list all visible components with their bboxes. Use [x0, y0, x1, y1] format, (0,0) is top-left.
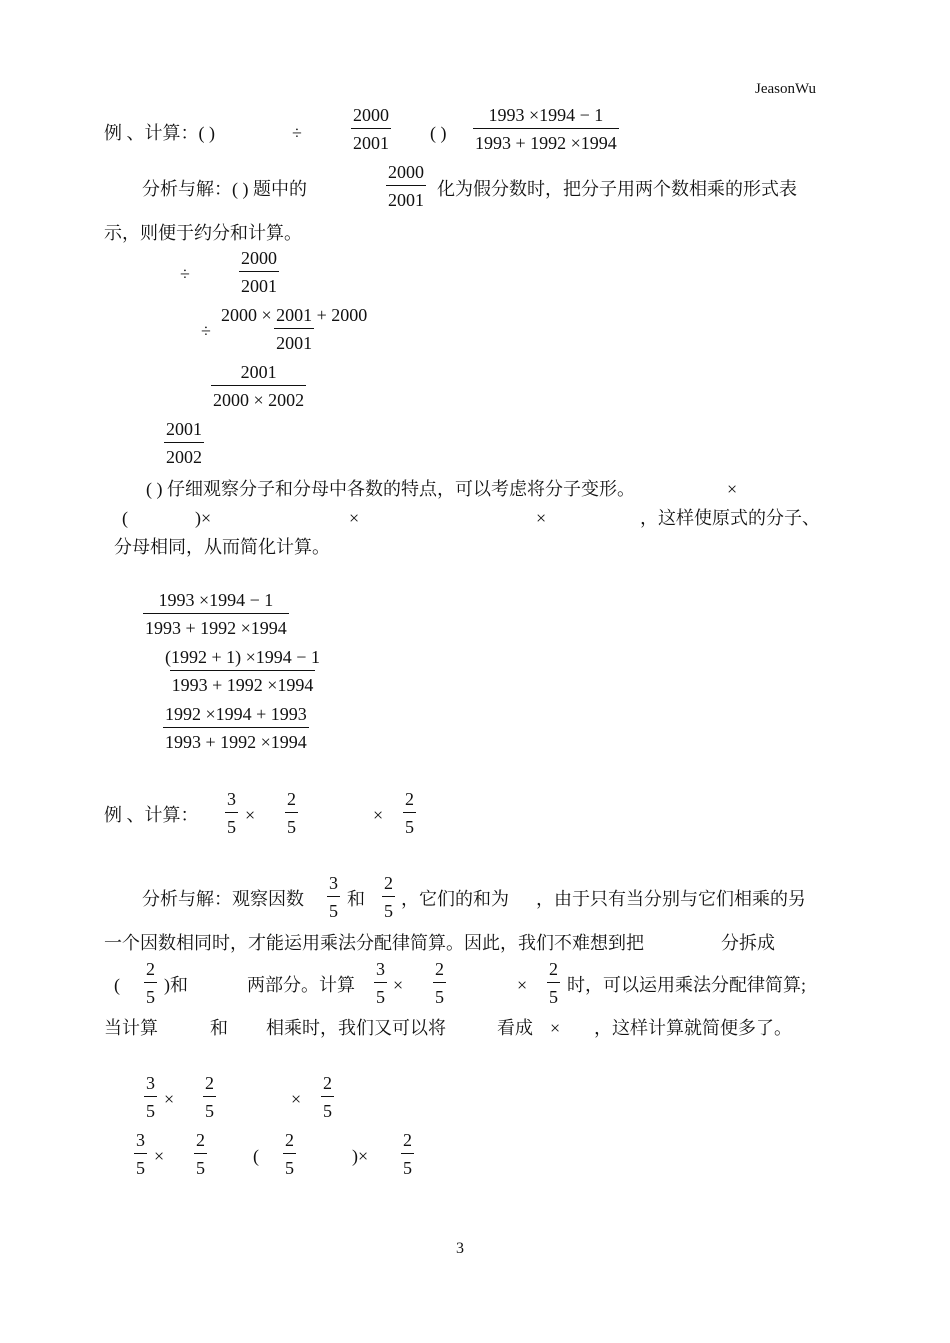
calc-fraction-2 [163, 648, 322, 694]
ex2-line4-f: ，这样计算就简便多了。 [594, 1018, 792, 1038]
fraction-denominator: 5 [327, 896, 340, 920]
fraction-2-5 [203, 1074, 216, 1120]
fraction-numerator: 2000 [353, 105, 389, 125]
fraction-denominator: 5 [225, 812, 238, 836]
paren-close-times: )× [352, 1146, 369, 1166]
ex2-line4-a: 当计算 [104, 1018, 158, 1038]
times-sign: × [154, 1146, 165, 1166]
page-header-author: JeasonWu [755, 81, 817, 97]
fraction-denominator: 5 [144, 1096, 157, 1120]
fraction-numerator: 2 [205, 1073, 214, 1093]
fraction-numerator: 2 [384, 873, 393, 893]
fraction-denominator: 1993 + 1992 ×1994 [143, 613, 289, 637]
fraction-denominator: 2001 [239, 271, 279, 295]
fraction-3-5 [134, 1131, 147, 1177]
part2-line3: 分母相同，从而简化计算。 [114, 537, 330, 557]
times-sign: × [373, 805, 384, 825]
fraction-2-5 [433, 960, 446, 1006]
fraction-3-5 [327, 874, 340, 920]
page-number: 3 [456, 1240, 464, 1257]
ex2-line4-d: 看成 [497, 1018, 533, 1038]
fraction-3-5 [374, 960, 387, 1006]
ex2-analysis-b: 和 [347, 889, 365, 909]
fraction-numerator: 2 [285, 1130, 294, 1150]
fraction-numerator: 2 [405, 789, 414, 809]
fraction-numerator: 2 [196, 1130, 205, 1150]
fraction-2-5 [144, 960, 157, 1006]
analysis-text-prefix: 分析与解：( ) 题中的 [142, 179, 307, 199]
fraction-numerator: 2 [435, 959, 444, 979]
times-sign: × [727, 479, 738, 499]
fraction-denominator: 5 [382, 896, 395, 920]
fraction-2-5 [321, 1074, 334, 1120]
fraction-2000-2001 [351, 106, 391, 152]
fraction-2-5 [194, 1131, 207, 1177]
analysis-text-suffix: 化为假分数时，把分子用两个数相乘的形式表 [437, 179, 797, 199]
step2-operator: ÷ [201, 321, 211, 341]
part2-line2-paren: ( [122, 508, 128, 528]
step1-fraction [239, 249, 279, 295]
fraction-denominator: 5 [194, 1153, 207, 1177]
fraction-numerator: 2 [403, 1130, 412, 1150]
times-sign: × [164, 1089, 175, 1109]
ex2-line3-c: 两部分。计算 [247, 975, 355, 995]
times-sign: × [536, 508, 547, 528]
fraction-denominator: 5 [433, 982, 446, 1006]
times-sign: × [291, 1089, 302, 1109]
step4-fraction [164, 420, 204, 466]
fraction-denominator: 5 [374, 982, 387, 1006]
fraction-2-5 [547, 960, 560, 1006]
division-sign: ÷ [292, 123, 302, 143]
fraction-2000-2001-inline [386, 163, 426, 209]
fraction-1993-expression [473, 106, 619, 152]
part2-line2-close: )× [195, 508, 212, 528]
example2-label: 例 、计算： [104, 805, 199, 825]
fraction-denominator: 5 [401, 1153, 414, 1177]
fraction-denominator: 5 [283, 1153, 296, 1177]
paren-open: ( [253, 1146, 259, 1166]
fraction-denominator: 5 [203, 1096, 216, 1120]
ex2-line3-d: 时，可以运用乘法分配律简算; [567, 975, 806, 995]
times-sign: × [550, 1018, 561, 1038]
fraction-numerator: 3 [376, 959, 385, 979]
fraction-numerator: 2 [323, 1073, 332, 1093]
fraction-denominator: 1993 + 1992 ×1994 [170, 670, 316, 694]
step3-fraction [211, 363, 306, 409]
fraction-numerator: 1993 ×1994 − 1 [488, 105, 604, 125]
fraction-2-5 [401, 1131, 414, 1177]
ex2-line4-c: 相乘时，我们又可以将 [266, 1018, 446, 1038]
fraction-numerator: 3 [146, 1073, 155, 1093]
fraction-numerator: (1992 + 1) ×1994 − 1 [165, 647, 320, 667]
part2-text: ( ) 仔细观察分子和分母中各数的特点，可以考虑将分子变形。 [146, 479, 635, 499]
ex2-analysis-c: ，它们的和为 [401, 889, 509, 909]
ex2-analysis-a: 分析与解：观察因数 [142, 889, 304, 909]
fraction-numerator: 2000 [388, 162, 424, 182]
fraction-denominator: 1993 + 1992 ×1994 [163, 727, 309, 751]
fraction-denominator: 5 [321, 1096, 334, 1120]
fraction-numerator: 2 [549, 959, 558, 979]
fraction-numerator: 3 [227, 789, 236, 809]
times-sign: × [349, 508, 360, 528]
ex2-line2-b: 分拆成 [721, 933, 775, 953]
ex2-line3-b: )和 [164, 975, 188, 995]
fraction-numerator: 2 [287, 789, 296, 809]
fraction-denominator: 2000 × 2002 [211, 385, 306, 409]
step2-fraction [219, 306, 369, 352]
fraction-denominator: 5 [547, 982, 560, 1006]
fraction-denominator: 5 [144, 982, 157, 1006]
fraction-numerator: 2000 × 2001 + 2000 [221, 305, 368, 325]
ex2-line2-a: 一个因数相同时，才能运用乘法分配律简算。因此，我们不难想到把 [104, 933, 644, 953]
step1-operator: ÷ [180, 264, 190, 284]
times-sign: × [393, 975, 404, 995]
ex2-line4-b: 和 [210, 1018, 228, 1038]
fraction-denominator: 1993 + 1992 ×1994 [473, 128, 619, 152]
fraction-3-5 [225, 790, 238, 836]
part2-line2-tail: ，这样使原式的分子、 [640, 508, 820, 528]
fraction-numerator: 3 [329, 873, 338, 893]
fraction-numerator: 2000 [241, 248, 277, 268]
fraction-denominator: 2001 [386, 185, 426, 209]
example1-part2-label: ( ) [430, 123, 447, 143]
fraction-2-5 [285, 790, 298, 836]
fraction-2-5 [283, 1131, 296, 1177]
calc-fraction-1 [143, 591, 289, 637]
fraction-numerator: 2001 [166, 419, 202, 439]
times-sign: × [517, 975, 528, 995]
fraction-numerator: 3 [136, 1130, 145, 1150]
fraction-denominator: 2002 [164, 442, 204, 466]
fraction-numerator: 1993 ×1994 − 1 [158, 590, 274, 610]
fraction-numerator: 2 [146, 959, 155, 979]
fraction-2-5 [403, 790, 416, 836]
fraction-3-5 [144, 1074, 157, 1120]
ex2-analysis-d: ，由于只有当分别与它们相乘的另 [536, 889, 806, 909]
fraction-numerator: 2001 [240, 362, 277, 382]
example1-label: 例 、计算：( ) [104, 123, 215, 143]
fraction-denominator: 2001 [351, 128, 391, 152]
analysis-text-line2: 示，则便于约分和计算。 [104, 223, 302, 243]
fraction-2-5 [382, 874, 395, 920]
times-sign: × [245, 805, 256, 825]
fraction-numerator: 1992 ×1994 + 1993 [165, 704, 307, 724]
calc-fraction-3 [163, 705, 309, 751]
fraction-denominator: 2001 [274, 328, 314, 352]
fraction-denominator: 5 [134, 1153, 147, 1177]
ex2-line3-a: ( [114, 975, 120, 995]
fraction-denominator: 5 [403, 812, 416, 836]
fraction-denominator: 5 [285, 812, 298, 836]
